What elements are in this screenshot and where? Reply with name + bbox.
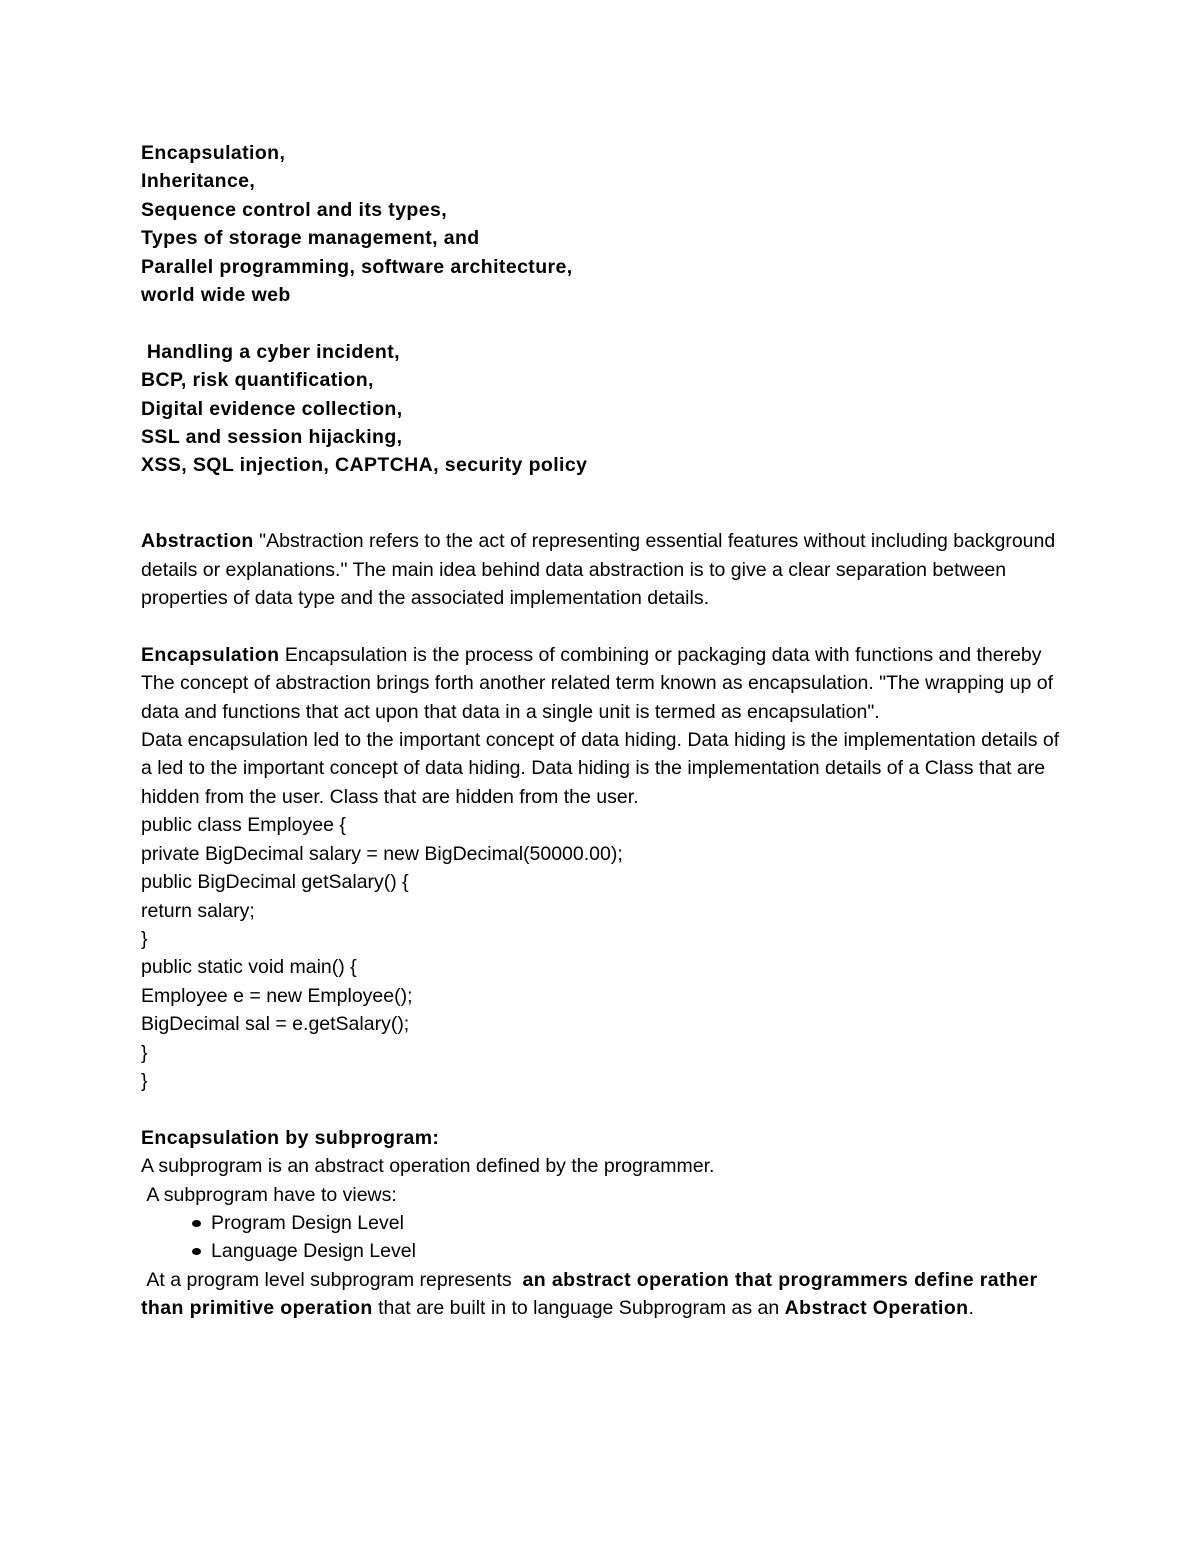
spacer <box>141 508 1061 527</box>
final-text: . <box>968 1297 974 1320</box>
code-line: private BigDecimal salary = new BigDecimal(50000.00); <box>141 842 623 865</box>
topic-line: XSS, SQL injection, CAPTCHA, security policy <box>141 454 588 477</box>
final-text: At a program level subprogram represents <box>141 1268 523 1291</box>
code-line: public class Employee { <box>141 814 346 837</box>
subprogram-line: A subprogram is an abstract operation defined by the programmer. <box>141 1155 715 1178</box>
code-line: } <box>141 1041 148 1064</box>
views-list <box>141 1209 1061 1266</box>
topic-line: BCP, risk quantification, <box>141 369 374 392</box>
code-line: } <box>141 1069 148 1092</box>
subprogram-line: A subprogram have to views: <box>141 1183 397 1206</box>
encapsulation-paragraph <box>141 641 1061 726</box>
bullet-icon <box>192 1220 201 1227</box>
code-line: public BigDecimal getSalary() { <box>141 871 409 894</box>
list-item <box>141 1237 1061 1265</box>
final-bold-text: an abstract operation that programmers define rather than primitive operation <box>141 1268 1038 1320</box>
topic-line: Inheritance, <box>141 170 256 193</box>
topic-line: Encapsulation, <box>141 142 286 164</box>
abstraction-paragraph <box>141 527 1061 612</box>
code-line: public static void main() { <box>141 956 357 979</box>
data-hiding-paragraph: Data encapsulation led to the important concept of data hiding. Data hiding is the implementation details of a led to the important concept of data hiding. Data hiding is the implementation details of a Class that are hidden from the user. Class that are hidden from the user. <box>141 729 1060 808</box>
topic-line: Types of storage management, and <box>141 227 480 250</box>
topics-group-2 <box>141 338 1061 480</box>
encapsulation-heading: Encapsulation <box>141 643 280 666</box>
code-line: } <box>141 927 148 950</box>
topic-line: SSL and session hijacking, <box>141 426 403 449</box>
spacer <box>141 309 1061 337</box>
abstraction-heading: Abstraction <box>141 530 254 553</box>
code-block <box>141 811 1061 1095</box>
final-bold-text: Abstract Operation <box>784 1297 969 1320</box>
subprogram-section <box>141 1124 1061 1323</box>
list-item-label: Program Design Level <box>211 1211 404 1234</box>
subprogram-final-paragraph <box>141 1266 1061 1323</box>
topic-line: Sequence control and its types, <box>141 198 448 221</box>
topic-line: Handling a cyber incident, <box>141 340 400 363</box>
topic-line: Parallel programming, software architecture, <box>141 255 573 278</box>
list-item-label: Language Design Level <box>211 1240 416 1263</box>
spacer <box>141 480 1061 508</box>
topic-line: world wide web <box>141 284 291 307</box>
code-line: return salary; <box>141 899 255 922</box>
spacer <box>141 612 1061 640</box>
code-line: Employee e = new Employee(); <box>141 984 413 1007</box>
topic-line: Digital evidence collection, <box>141 397 403 420</box>
document-page <box>141 139 1061 1323</box>
subprogram-heading: Encapsulation by subprogram: <box>141 1126 440 1149</box>
bullet-icon <box>192 1248 201 1255</box>
abstraction-text: "Abstraction refers to the act of representing essential features without including background details or explanations." The main idea behind data abstraction is to give a clear separation between properties of data type and the associated implementation details. <box>141 530 1056 610</box>
topics-group-1 <box>141 139 1061 309</box>
encapsulation-text: Encapsulation is the process of combining or packaging data with functions and thereby The concept of abstraction brings forth another related term known as encapsulation. "The wrapping up of data and functions that act upon that data in a single unit is termed as encapsulation". <box>141 643 1054 723</box>
code-line: BigDecimal sal = e.getSalary(); <box>141 1013 410 1036</box>
list-item <box>141 1209 1061 1237</box>
spacer <box>141 1095 1061 1123</box>
final-text: that are built in to language Subprogram as an <box>372 1297 785 1320</box>
